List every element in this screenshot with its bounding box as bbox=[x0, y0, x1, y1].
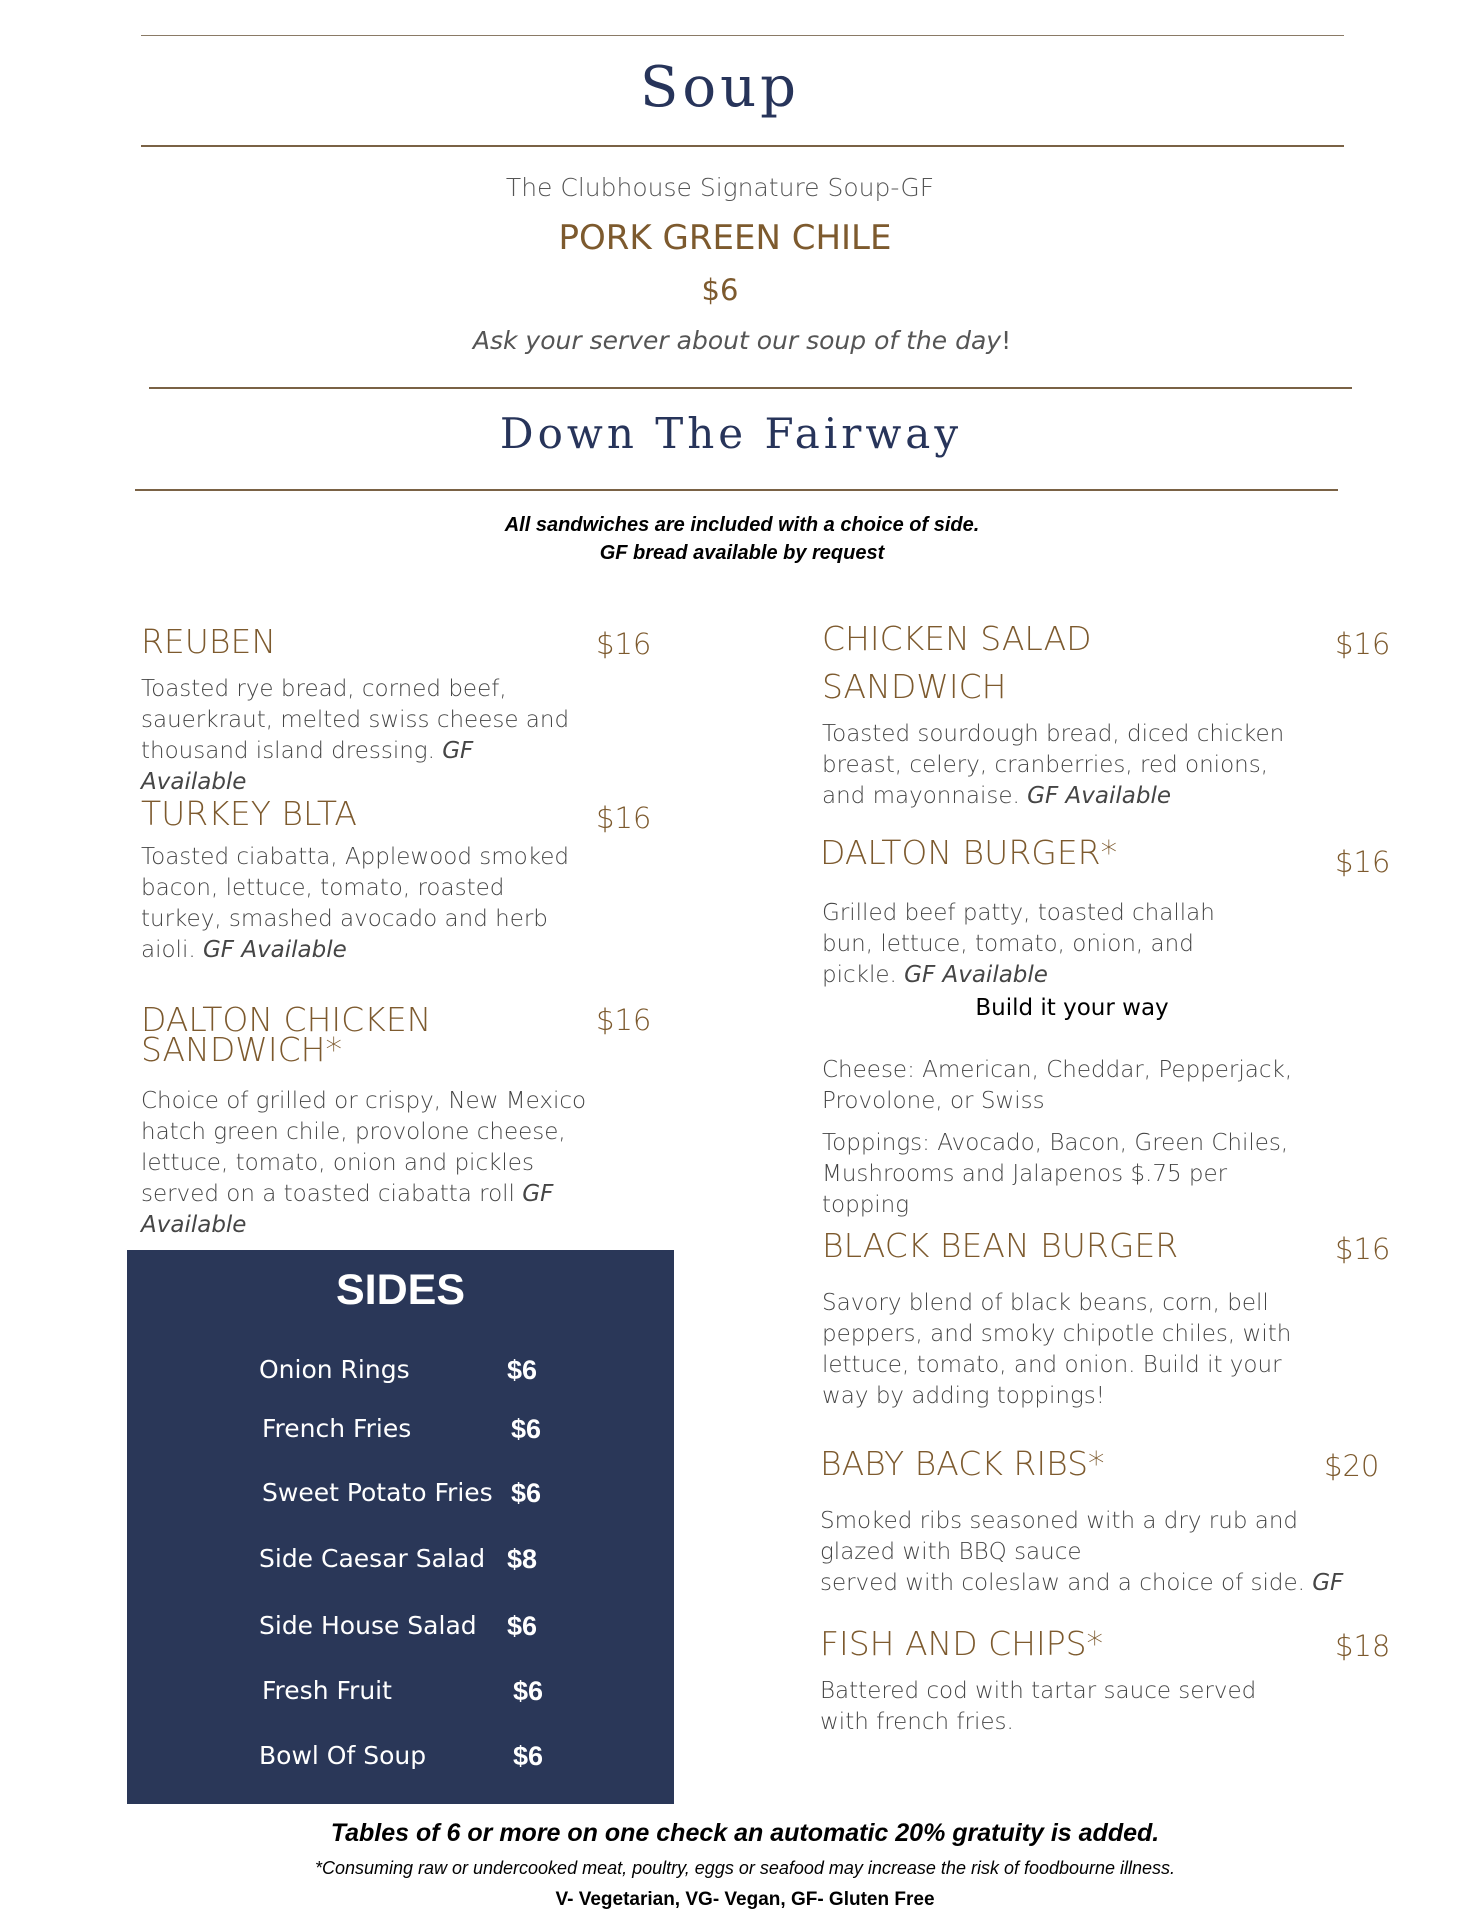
item-name-dalton-burger: DALTON BURGER* bbox=[820, 833, 1118, 872]
side-price: $6 bbox=[511, 1478, 542, 1508]
item-desc-dalton-chicken bbox=[141, 1086, 601, 1241]
item-desc-black-bean-burger: Savory blend of black beans, corn, bell peppers, and smoky chipotle chiles, with lettuce, tomato, and onion. Build it your way by adding toppings! bbox=[822, 1290, 1292, 1409]
item-desc-text: Toasted ciabatta, Applewood smoked bacon, lettuce, tomato, roasted turkey, smashed avocado and herb aioli. bbox=[141, 844, 569, 963]
item-price-baby-back-ribs: $20 bbox=[1324, 1449, 1380, 1483]
desc-line-text: served with coleslaw and a choice of side. bbox=[820, 1570, 1305, 1596]
side-name: Onion Rings bbox=[259, 1355, 410, 1384]
item-price-black-bean-burger: $16 bbox=[1335, 1232, 1391, 1266]
topping-options: Toppings: Avocado, Bacon, Green Chiles, Mushrooms and Jalapenos $.75 per topping bbox=[822, 1130, 1289, 1218]
item-name-reuben: REUBEN bbox=[141, 622, 277, 661]
item-desc-text: Grilled beef patty, toasted challah bun, lettuce, tomato, onion, and pickle. bbox=[822, 900, 1215, 988]
gratuity-note: Tables of 6 or more on one check an automatic 20% gratuity is added. bbox=[330, 1819, 1160, 1847]
sandwich-note-1: All sandwiches are included with a choice of side. bbox=[504, 514, 980, 536]
side-name: French Fries bbox=[262, 1414, 412, 1443]
build-your-way: Build it your way bbox=[975, 995, 1169, 1021]
side-item bbox=[127, 1669, 674, 1713]
item-price-reuben: $16 bbox=[596, 627, 652, 661]
side-name: Side House Salad bbox=[259, 1611, 477, 1640]
gf-available: GF Available bbox=[904, 962, 1048, 988]
fairway-divider bbox=[135, 489, 1338, 491]
side-price: $6 bbox=[507, 1611, 538, 1641]
gf-available: GF Available bbox=[141, 738, 474, 795]
soup-price: $6 bbox=[701, 273, 739, 307]
foodborne-warning: *Consuming raw or undercooked meat, poultry, eggs or seafood may increase the risk of foodbourne illness. bbox=[314, 1858, 1176, 1878]
item-desc-chicken-salad bbox=[822, 719, 1302, 812]
gf-available: GF Available bbox=[1027, 783, 1171, 809]
soup-note bbox=[0, 322, 1484, 360]
desc-line: Smoked ribs seasoned with a dry rub and bbox=[820, 1508, 1299, 1534]
side-price: $6 bbox=[513, 1741, 544, 1771]
side-price: $8 bbox=[507, 1544, 538, 1574]
side-item bbox=[127, 1407, 674, 1451]
dietary-legend: V- Vegetarian, VG- Vegan, GF- Gluten Free bbox=[555, 1889, 935, 1910]
soup-note-tail: ! bbox=[1001, 326, 1012, 355]
item-price-dalton-chicken: $16 bbox=[596, 1003, 652, 1037]
item-desc-dalton-burger bbox=[822, 898, 1272, 991]
item-name-dalton-chicken-2: SANDWICH* bbox=[141, 1030, 342, 1069]
side-item bbox=[127, 1604, 674, 1648]
side-name: Sweet Potato Fries bbox=[262, 1478, 493, 1507]
desc-line bbox=[820, 1568, 1360, 1599]
side-item bbox=[127, 1537, 674, 1581]
item-name-turkey-blta: TURKEY BLTA bbox=[141, 794, 357, 833]
item-desc-text: Choice of grilled or crispy, New Mexico hatch green chile, provolone cheese, lettuce, tomato, onion and pickles served on a toasted ciabatta roll bbox=[141, 1088, 587, 1207]
side-item bbox=[127, 1348, 674, 1392]
item-price-chicken-salad: $16 bbox=[1335, 627, 1391, 661]
item-name-line: DALTON CHICKEN bbox=[141, 1000, 432, 1039]
sandwich-note-2: GF bread available by request bbox=[599, 542, 885, 564]
item-desc-text: Toasted sourdough bread, diced chicken breast, celery, cranberries, red onions, and mayonnaise. bbox=[822, 721, 1285, 809]
gf-available: GF Available bbox=[141, 1181, 554, 1238]
desc-line: glazed with BBQ sauce bbox=[820, 1539, 1082, 1565]
item-desc-fish-and-chips: Battered cod with tartar sauce served with french fries. bbox=[820, 1678, 1257, 1735]
item-desc-reuben bbox=[141, 674, 581, 798]
side-price: $6 bbox=[507, 1355, 538, 1385]
item-name-chicken-salad-2: SANDWICH bbox=[822, 667, 1007, 706]
soup-note-italic: Ask your server about our soup of the day bbox=[472, 326, 1002, 355]
soup-heading: Soup bbox=[640, 55, 800, 120]
item-name-fish-and-chips: FISH AND CHIPS* bbox=[820, 1624, 1104, 1663]
side-item bbox=[127, 1734, 674, 1778]
soup-signature: The Clubhouse Signature Soup-GF bbox=[505, 173, 935, 202]
side-item bbox=[127, 1471, 674, 1515]
item-name-baby-back-ribs: BABY BACK RIBS* bbox=[820, 1444, 1105, 1483]
soup-divider bbox=[141, 145, 1344, 147]
side-name: Bowl Of Soup bbox=[259, 1741, 427, 1770]
soup-name: PORK GREEN CHILE bbox=[558, 218, 892, 258]
item-price-dalton-burger: $16 bbox=[1335, 845, 1391, 879]
sides-heading: SIDES bbox=[335, 1266, 466, 1314]
gf-available: GF Available bbox=[202, 937, 347, 963]
side-price: $6 bbox=[513, 1676, 544, 1706]
fairway-heading: Down The Fairway bbox=[499, 409, 963, 458]
side-price: $6 bbox=[511, 1414, 542, 1444]
side-name: Fresh Fruit bbox=[262, 1676, 392, 1705]
top-divider bbox=[141, 35, 1344, 36]
side-name: Side Caesar Salad bbox=[259, 1544, 486, 1573]
gf-available: GF bbox=[1312, 1570, 1344, 1596]
item-price-fish-and-chips: $18 bbox=[1335, 1629, 1391, 1663]
sides-panel bbox=[127, 1250, 674, 1804]
item-name-black-bean-burger: BLACK BEAN BURGER bbox=[822, 1226, 1179, 1265]
item-price-turkey-blta: $16 bbox=[596, 801, 652, 835]
item-desc-baby-back-ribs bbox=[820, 1506, 1360, 1599]
item-desc-turkey-blta bbox=[141, 842, 581, 966]
item-name-chicken-salad: CHICKEN SALAD bbox=[822, 619, 1092, 658]
fairway-top-divider bbox=[149, 387, 1352, 389]
item-desc-text: Toasted rye bread, corned beef, sauerkraut, melted swiss cheese and thousand island dressing. bbox=[141, 676, 570, 764]
cheese-options: Cheese: American, Cheddar, Pepperjack, Provolone, or Swiss bbox=[822, 1057, 1293, 1114]
